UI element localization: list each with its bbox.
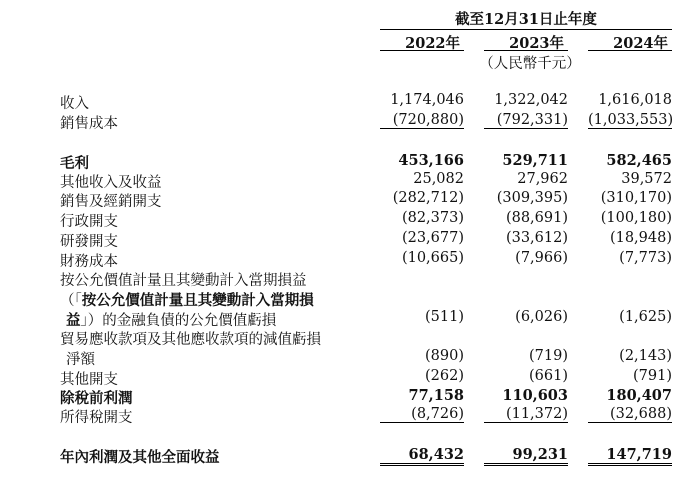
value-2024: (1,625) xyxy=(619,309,672,325)
table-row-cost-of-sales xyxy=(0,112,700,132)
label-tail: 」）的金融負債的公允價值虧損 xyxy=(80,313,277,329)
table-row-profit-before-tax xyxy=(0,387,700,407)
year-underline-2024 xyxy=(588,50,672,51)
row-label: 其他開支 xyxy=(60,372,118,388)
table-row-fvtpl-line1 xyxy=(0,269,700,289)
unit-label: （人民幣千元） xyxy=(479,56,581,72)
value-2024: 39,572 xyxy=(621,171,672,187)
table-row-impairment-line1 xyxy=(0,328,700,348)
header-divider xyxy=(380,29,672,30)
value-2023: (661) xyxy=(529,368,568,384)
table-row-admin-expenses xyxy=(0,210,700,230)
value-2024: (1,033,553) xyxy=(588,112,674,128)
value-2023: 110,603 xyxy=(502,387,568,404)
row-label: 其他收入及收益 xyxy=(60,175,162,191)
table-row-revenue xyxy=(0,92,700,112)
value-2022: (720,880) xyxy=(380,112,464,129)
table-row-income-tax xyxy=(0,406,700,426)
table-row-fvtpl-line2 xyxy=(0,289,700,309)
value-2023: (33,612) xyxy=(505,230,568,246)
value-2024: (32,688) xyxy=(588,406,672,423)
value-2024: (2,143) xyxy=(619,348,672,364)
period-header: 截至12月31日止年度 xyxy=(455,11,597,28)
value-2024: 147,719 xyxy=(588,446,672,466)
value-2022: 453,166 xyxy=(398,152,464,169)
table-row-rnd-expenses xyxy=(0,230,700,250)
value-2024: (791) xyxy=(633,368,672,384)
value-2023: (7,966) xyxy=(515,250,568,266)
value-2022: 1,174,046 xyxy=(390,92,464,108)
value-2023: (6,026) xyxy=(515,309,568,325)
row-label: 年內利潤及其他全面收益 xyxy=(60,449,220,466)
row-label: 銷售及經銷開支 xyxy=(60,194,162,210)
value-2024: (100,180) xyxy=(600,210,672,226)
table-row-other-income xyxy=(0,171,700,191)
year-header-2023: 2023年 xyxy=(509,35,564,52)
value-2023: (309,395) xyxy=(496,190,568,206)
value-2022: (10,665) xyxy=(401,250,464,266)
value-2022: (262) xyxy=(425,368,464,384)
table-row-finance-costs xyxy=(0,250,700,270)
value-2022: (8,726) xyxy=(380,406,464,423)
row-label: 收入 xyxy=(60,96,89,112)
value-2022: (82,373) xyxy=(401,210,464,226)
row-label: 研發開支 xyxy=(60,234,118,250)
value-2024: (18,948) xyxy=(609,230,672,246)
value-2022: (511) xyxy=(425,309,464,325)
row-label: 除稅前利潤 xyxy=(60,390,133,407)
value-2023: (11,372) xyxy=(484,406,568,423)
value-2022: 25,082 xyxy=(413,171,464,187)
table-row-gross-profit xyxy=(0,152,700,172)
value-2023: 27,962 xyxy=(517,171,568,187)
year-underline-2022 xyxy=(380,50,464,51)
value-2024: 1,616,018 xyxy=(598,92,672,108)
value-2022: (890) xyxy=(425,348,464,364)
value-2022: 68,432 xyxy=(380,446,464,466)
value-2024: 582,465 xyxy=(606,152,672,169)
value-2023: (88,691) xyxy=(505,210,568,226)
table-row-fvtpl-line3 xyxy=(0,309,700,329)
row-label: 按公允價值計量且其變動計入當期損益 xyxy=(60,273,307,289)
year-underline-2023 xyxy=(484,50,568,51)
row-label-cont xyxy=(66,309,276,330)
row-label: 銷售成本 xyxy=(60,116,118,132)
row-label: 財務成本 xyxy=(60,254,118,270)
row-label: 貿易應收款項及其他應收款項的減值虧損 xyxy=(60,332,321,348)
value-2023: 99,231 xyxy=(484,446,568,466)
table-row-other-expenses xyxy=(0,368,700,388)
row-label: 行政開支 xyxy=(60,214,118,230)
row-label-cont xyxy=(60,289,314,310)
value-2023: 1,322,042 xyxy=(494,92,568,108)
value-2023: (792,331) xyxy=(484,112,568,129)
value-2024: (310,170) xyxy=(600,190,672,206)
value-2022: 77,158 xyxy=(408,387,464,404)
table-row-impairment-line2 xyxy=(0,348,700,368)
year-header-2022: 2022年 xyxy=(405,35,460,52)
year-header-2024: 2024年 xyxy=(613,35,668,52)
value-2022: (282,712) xyxy=(392,190,464,206)
label-open-bracket: （「 xyxy=(60,293,82,309)
label-defined-term: 按公允價值計量且其變動計入當期損 xyxy=(81,292,314,309)
row-label: 毛利 xyxy=(60,155,89,172)
table-row-profit-for-year xyxy=(0,446,700,466)
table-row-selling-distribution xyxy=(0,190,700,210)
row-label-cont: 淨額 xyxy=(66,352,95,368)
row-label: 所得稅開支 xyxy=(60,410,133,426)
value-2023: (719) xyxy=(529,348,568,364)
label-defined-term-end: 益 xyxy=(66,312,81,329)
value-2023: 529,711 xyxy=(502,152,568,169)
value-2022: (23,677) xyxy=(401,230,464,246)
value-2024: (7,773) xyxy=(619,250,672,266)
value-2024: 180,407 xyxy=(606,387,672,404)
